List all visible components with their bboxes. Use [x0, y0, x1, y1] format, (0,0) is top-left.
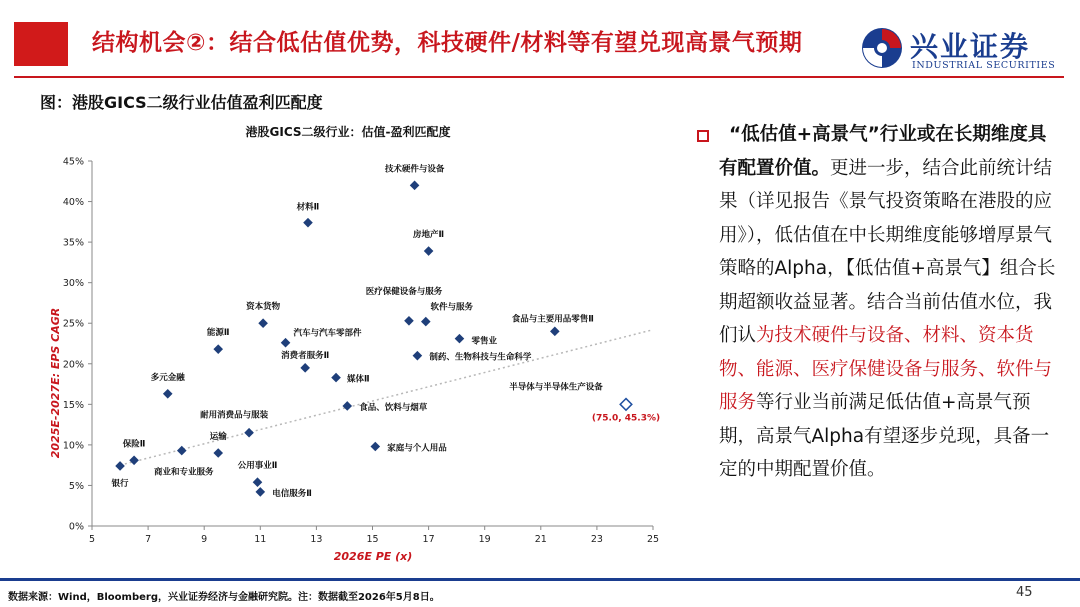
- x-tick-label: 21: [534, 534, 547, 545]
- company-logo: [860, 22, 1060, 74]
- y-tick-label: 40%: [62, 197, 84, 209]
- y-tick-label: 15%: [62, 399, 84, 411]
- x-tick-label: 5: [88, 534, 96, 545]
- x-tick-label: 15: [366, 534, 379, 545]
- bullet-square-icon: [697, 130, 709, 142]
- x-tick-label: 23: [590, 534, 603, 545]
- commentary-body: 更进一步，结合此前统计结果（详见报告《景气投资策略在港股的应用》），低估值在中长期维度能够增厚景气策略的Alpha，【低估值+高景气】组合长期超额收益显著。结合当前估值水位，我们认: [719, 157, 1056, 346]
- page-title: 结构机会②：结合低估值优势，科技硬件/材料等有望兑现高景气预期: [92, 30, 803, 56]
- logo-swirl-icon: [860, 26, 904, 70]
- chart-title: 港股GICS二级行业：估值-盈利匹配度: [245, 125, 451, 139]
- data-point-marker: [213, 448, 223, 458]
- highlight-point-marker: [620, 399, 632, 411]
- data-point-marker: [163, 389, 173, 399]
- logo-chinese-name: 兴业证券: [910, 30, 1031, 63]
- data-point-marker: [424, 246, 434, 256]
- data-point-marker: [115, 461, 125, 471]
- y-axis-label: 2025E-2027E: EPS CAGR: [49, 307, 62, 459]
- y-tick-label: 35%: [62, 237, 84, 249]
- data-point-marker: [300, 363, 310, 373]
- data-point-marker: [281, 338, 291, 348]
- data-point-label: 公用事业Ⅱ: [237, 461, 278, 472]
- data-point-marker: [455, 334, 465, 344]
- x-tick-label: 7: [145, 534, 152, 545]
- data-point-marker: [342, 401, 352, 411]
- logo-english-name: INDUSTRIAL SECURITIES: [912, 60, 1056, 71]
- data-point-label: 汽车与汽车零部件: [293, 328, 362, 339]
- data-point-label: 技术硬件与设备: [384, 164, 445, 175]
- data-point-marker: [404, 316, 414, 326]
- commentary-text: [719, 118, 1059, 487]
- commentary-conclusion: 等行业当前满足低估值+高景气预期，高景气Alpha有望逐步兑现，具备一定的中期配置价值。: [719, 392, 1050, 480]
- data-point-label: 材料Ⅱ: [296, 202, 320, 213]
- data-point-marker: [413, 351, 423, 361]
- y-tick-label: 0%: [68, 521, 84, 533]
- data-point-label: 运输: [209, 432, 227, 442]
- data-point-marker: [213, 344, 223, 354]
- footer-divider: [0, 578, 1080, 581]
- data-source-note: 数据来源：Wind，Bloomberg，兴业证券经济与金融研究院。注：数据截至2026年5月8日。: [8, 592, 440, 603]
- data-point-label: 耐用消费品与服装: [200, 410, 269, 421]
- data-point-marker: [550, 327, 560, 337]
- data-point-label: 消费者服务Ⅱ: [281, 350, 330, 361]
- x-tick-label: 11: [254, 534, 267, 545]
- data-point-label: 制药、生物科技与生命科学: [429, 352, 532, 363]
- data-point-label: 能源Ⅱ: [206, 328, 230, 339]
- chart-axes: [63, 157, 659, 546]
- data-point-label: 家庭与个人用品: [387, 443, 447, 454]
- highlight-point-label: 半导体与半导体生产设备: [509, 382, 603, 393]
- data-point-marker: [371, 442, 381, 452]
- commentary-highlight: 为技术硬件与设备、材料、资本货物、能源、医疗保健设备与服务、软件与服务: [719, 325, 1053, 413]
- data-point-marker: [331, 373, 341, 383]
- data-point-label: 零售业: [471, 336, 497, 347]
- header-divider: [14, 76, 1064, 78]
- chart-points: [112, 163, 661, 499]
- figure-caption: 图：港股GICS二级行业估值盈利匹配度: [40, 93, 323, 112]
- y-tick-label: 20%: [62, 359, 84, 371]
- page-number: 45: [1016, 585, 1033, 600]
- data-point-label: 多元金融: [150, 372, 185, 383]
- data-point-label: 银行: [111, 478, 129, 489]
- data-point-label: 商业和专业服务: [154, 467, 214, 478]
- data-point-marker: [303, 218, 313, 228]
- data-point-label: 房地产Ⅱ: [413, 230, 445, 241]
- commentary-bold: “低估值+高景气”行业或在长期维度具有配置价值。: [719, 124, 1047, 179]
- x-tick-label: 13: [310, 534, 323, 545]
- y-tick-label: 5%: [68, 480, 84, 492]
- y-tick-label: 45%: [62, 156, 84, 168]
- data-point-label: 医疗保健设备与服务: [365, 286, 443, 297]
- data-point-label: 软件与服务: [430, 302, 474, 313]
- data-point-marker: [256, 487, 266, 497]
- data-point-marker: [410, 181, 420, 191]
- x-tick-label: 25: [646, 534, 660, 545]
- data-point-marker: [129, 456, 139, 466]
- y-tick-label: 30%: [62, 278, 84, 290]
- data-point-label: 食品、饮料与烟草: [359, 402, 428, 413]
- data-point-marker: [177, 446, 187, 456]
- data-point-marker: [258, 318, 268, 328]
- x-tick-label: 17: [422, 534, 435, 545]
- data-point-label: 媒体Ⅱ: [347, 374, 370, 385]
- data-point-label: 保险Ⅱ: [122, 439, 146, 450]
- header-accent-block: [14, 22, 68, 66]
- y-tick-label: 10%: [62, 440, 84, 452]
- data-point-marker: [421, 317, 431, 327]
- data-point-label: 食品与主要用品零售Ⅱ: [511, 314, 594, 325]
- scatter-chart: [38, 118, 678, 568]
- x-tick-label: 19: [478, 534, 491, 545]
- x-tick-label: 9: [201, 534, 208, 545]
- highlight-point-value: (75.0, 45.3%): [591, 413, 661, 424]
- data-point-marker: [253, 477, 263, 487]
- x-axis-label: 2026E PE (x): [333, 550, 413, 563]
- data-point-marker: [244, 428, 254, 438]
- data-point-label: 电信服务Ⅱ: [272, 488, 312, 499]
- data-point-label: 资本货物: [246, 302, 281, 313]
- y-tick-label: 25%: [62, 318, 84, 330]
